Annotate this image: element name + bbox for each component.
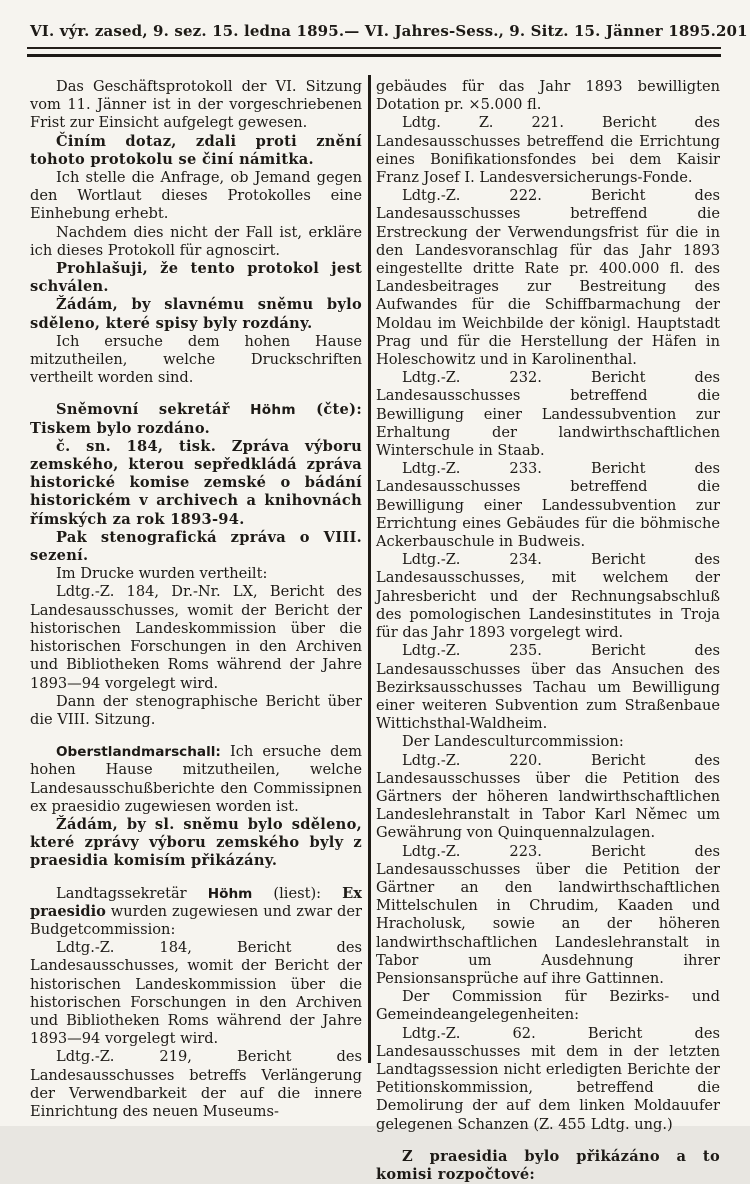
header-session-czech: VI. výr. zased, 9. sez. 15. ledna 1895. [30, 22, 345, 40]
speaker-name: Höhm [207, 885, 253, 902]
paragraph [30, 693, 362, 729]
page-number: 201 [715, 22, 748, 40]
text-segment: (čte): Tiskem bylo rozdáno. [30, 401, 362, 437]
header-rule-thick [27, 54, 721, 57]
text-segment: Ldtg.-Z. 220. Bericht des Landesausschusses über die Petition des Gärtners der höheren landwirthschaftlichen Landeslehranstalt in Tabor Karl Němec um Gewährung von Quinquennalzulagen. [376, 751, 720, 842]
paragraph [30, 939, 362, 1048]
paragraph [30, 333, 362, 388]
paragraph [30, 260, 362, 296]
paragraph [30, 401, 362, 437]
paragraph [30, 133, 362, 169]
paragraph [30, 296, 362, 332]
header-rule-thin [27, 47, 721, 49]
paragraph [30, 224, 362, 260]
paragraph [376, 988, 720, 1024]
text-segment: Ich stelle die Anfrage, ob Jemand gegen den Wortlaut dieses Protokolles eine Einhebung erhebt. [30, 169, 362, 223]
text-segment: Nachdem dies nicht der Fall ist, erkläre ich dieses Protokoll für agnoscirt. [30, 223, 362, 259]
paragraph [376, 1148, 720, 1184]
paragraph [376, 1025, 720, 1134]
text-segment: Das Geschäftsprotokoll der VI. Sitzung vom 11. Jänner ist in der vorgeschriebenen Frist zur Einsicht aufgelegt gewesen. [30, 78, 362, 132]
header-session-german: — VI. Jahres-Sess., 9. Sitz. 15. Jänner 1895. [344, 22, 716, 40]
paragraph [376, 114, 720, 187]
text-segment: (liest): [252, 884, 343, 902]
text-segment: Ldtg.-Z. 184, Dr.-Nr. LX, Bericht des Landesausschusses, womit der Bericht der historischen Landeskommission über die historischen Forschungen in den Archiven und Bibliotheken Roms während der Jahre 1893—94 vorgelegt wird. [30, 583, 362, 692]
paragraph [30, 1048, 362, 1121]
paragraph [376, 752, 720, 843]
text-segment: Ex praesidio [30, 884, 362, 920]
text-segment: wurden zugewiesen und zwar der Budgetcommission: [30, 902, 362, 938]
paragraph [376, 460, 720, 551]
text-segment: Ldtg.-Z. 184, Bericht des Landesausschusses, womit der Bericht der historischen Landeskommission über die historischen Forschungen in den Archiven und Bibliotheken Roms während der Jahre 1893—94 vorgelegt wird. [30, 939, 362, 1048]
paragraph [30, 529, 362, 565]
text-segment: Ich ersuche dem hohen Hause mitzutheilen, welche Landesausschußberichte den Commissipnen ex praesidio zugewiesen worden ist. [30, 743, 362, 815]
text-segment: č. sn. 184, tisk. Zpráva výboru zemského, kterou sepředkládá zpráva historické komise zemské o bádání historickém v archivech a knihovnách římských za rok 1893-94. [30, 437, 362, 528]
text-segment: Ldtg.-Z. 234. Bericht des Landesausschusses, mit welchem der Jahresbericht und der Rechnungsabschluß des pomologischen Landesinstitutes in Troja für das Jahr 1893 vorgelegt wird. [376, 551, 720, 642]
paragraph [30, 565, 362, 583]
text-segment: Ldtg.-Z. 223. Bericht des Landesausschusses über die Petition der Gärtner an den landwirthschaftlichen Mittelschulen in Chrudim, Kaaden und Hracholusk, sowie an der höheren landwirthschaftlichen Landeslehranstalt in Tabor um Ausdehnung ihrer Pensionsansprüche auf ihre Gattinnen. [376, 842, 720, 987]
text-segment: Žádám, by sl. sněmu bylo sděleno, které zprávy výboru zemského byly z praesidia komisím přikázány. [30, 815, 362, 870]
text-segment: Ldtg. Z. 221. Bericht des Landesausschusses betreffend die Errichtung eines Bonifikationsfondes bei dem Kaisir Franz Josef I. Landesversicherungs-Fonde. [376, 114, 720, 187]
column-left [30, 78, 362, 1184]
text-segment: Ldtg.-Z. 233. Bericht des Landesausschusses betreffend die Bewilligung einer Landessubvention zur Errichtung eines Gebäudes für die böhmische Ackerbauschule in Budweis. [376, 460, 720, 551]
text-segment: Ldtg.-Z. 232. Bericht des Landesausschusses betreffend die Bewilligung einer Landessubvention zur Erhaltung der landwirthschaftlichen Winterschule in Staab. [376, 369, 720, 460]
text-segment: Landtagssekretär [56, 884, 208, 902]
paragraph [30, 169, 362, 224]
text-segment: Ldtg.-Z. 235. Bericht des Landesausschusses über das Ansuchen des Bezirksausschusses Tachau um Bewilligung einer weiteren Subvention zum Straßenbaue Wittichsthal-Waldheim. [376, 642, 720, 733]
paragraph [30, 78, 362, 133]
paragraph [376, 642, 720, 733]
paragraph [376, 187, 720, 369]
text-segment: Sněmovní sekretář [56, 401, 251, 419]
paragraph [30, 438, 362, 529]
speaker-name: Oberstlandmarschall: [56, 744, 221, 761]
text-segment: Žádám, by slavnému sněmu bylo sděleno, které spisy byly rozdány. [30, 296, 362, 332]
column-right [376, 78, 720, 1184]
text-segment: Der Landesculturcommission: [402, 733, 624, 751]
text-segment: Z praesidia bylo přikázáno a to komisi rozpočtové: [376, 1147, 720, 1183]
paragraph [376, 843, 720, 989]
paragraph [30, 816, 362, 871]
text-segment: Ich ersuche dem hohen Hause mitzutheilen, welche Druckschriften vertheilt worden sind. [30, 332, 362, 387]
paragraph [30, 583, 362, 692]
speaker-name: Höhm [250, 402, 296, 419]
text-segment: Ldtg.-Z. 62. Bericht des Landesausschusses mit dem in der letzten Landtagssession nicht erledigten Berichte der Petitionskommission, betreffend die Demolirung der auf dem linken Moldauufer gelegenen Schanzen (Z. 455 Ldtg. ung.) [376, 1024, 720, 1133]
text-columns [30, 78, 720, 1184]
paragraph [376, 78, 720, 114]
paragraph [376, 733, 720, 751]
page-header [30, 22, 748, 40]
column-divider-rule [368, 75, 371, 1063]
text-segment: Činím dotaz, zdali proti znění tohoto protokolu se činí námitka. [30, 132, 362, 168]
paragraph [376, 551, 720, 642]
text-segment: Prohlašuji, že tento protokol jest schválen. [30, 260, 362, 296]
text-segment: Im Drucke wurden vertheilt: [56, 565, 268, 583]
text-segment: Ldtg.-Z. 219, Bericht des Landesausschusses betreffs Verlängerung der Verwendbarkeit der auf die innere Einrichtung des neuen Museums- [30, 1048, 362, 1120]
paragraph [30, 743, 362, 816]
text-segment: Dann der stenographische Bericht über die VIII. Sitzung. [30, 692, 362, 728]
text-segment: Pak stenografická zpráva o VIII. sezení. [30, 528, 362, 565]
text-segment: Ldtg.-Z. 222. Bericht des Landesausschusses betreffend die Erstreckung der Verwendungsfrist für die in den Landesvoranschlag für das Jahr 1893 eingestellte dritte Rate pr. 400.000 fl. des Landesbeitrages zur Bestreitung des Aufwandes für die Schiffbarmachung der Moldau im Weichbilde der königl. Hauptstadt Prag und für die Herstellung der Häfen in Holeschowitz und in Karolinenthal. [376, 187, 720, 369]
text-segment: gebäudes für das Jahr 1893 bewilligten Dotation pr. ×5.000 fl. [376, 78, 720, 114]
paragraph [30, 885, 362, 940]
paragraph [376, 369, 720, 460]
text-segment: Der Commission für Bezirks- und Gemeindeangelegenheiten: [376, 988, 720, 1024]
